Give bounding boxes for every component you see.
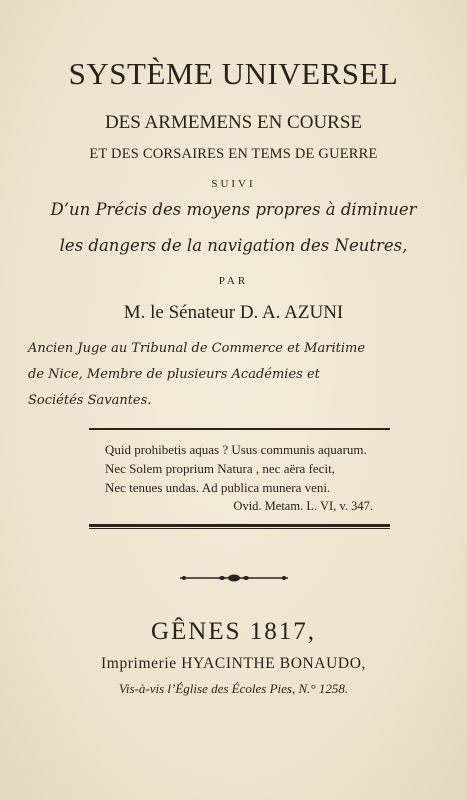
subtitle-line-2: ET DES CORSAIRES EN TEMS DE GUERRE — [89, 146, 378, 162]
suivi-label: SUIVI — [211, 178, 256, 190]
precis-line-2: les dangers de la navigation des Neutres, — [59, 236, 408, 255]
epigraph-attribution: Ovid. Metam. L. VI, v. 347. — [233, 499, 373, 513]
book-title: SYSTÈME UNIVERSEL — [68, 56, 399, 91]
epigraph-line: Quid prohibetis aquas ? Usus communis aquarum. — [105, 442, 367, 457]
epigraph-top-rule — [89, 428, 390, 430]
epigraph-bottom-rule — [89, 524, 390, 527]
epigraph-line: Nec tenues undas. Ad publica munera veni. — [105, 480, 331, 495]
author-name: M. le Sénateur D. A. AZUNI — [123, 302, 344, 323]
epigraph-line: Nec Solem proprium Natura , nec aëra fecit, — [105, 461, 335, 476]
author-credentials — [28, 336, 448, 414]
imprint-printer: Imprimerie HYACINTHE BONAUDO, — [101, 655, 366, 672]
epigraph-bottom-rule-thin — [89, 528, 390, 529]
subtitle-line-1: DES ARMEMENS EN COURSE — [104, 112, 363, 133]
credentials-line: de Nice, Membre de plusieurs Académies et — [28, 367, 320, 382]
imprint-address: Vis-à-vis l’Église des Écoles Pies, N.° 1258. — [118, 681, 349, 696]
epigraph — [105, 440, 395, 516]
credentials-line: Sociétés Savantes. — [28, 393, 152, 408]
credentials-line: Ancien Juge au Tribunal de Commerce et Maritime — [28, 341, 366, 356]
precis-line-1: D’un Précis des moyens propres à diminuer — [50, 200, 417, 219]
par-label: PAR — [218, 275, 249, 287]
ornament-divider-icon — [178, 571, 290, 585]
imprint-city-year: GÊNES 1817, — [150, 618, 317, 645]
